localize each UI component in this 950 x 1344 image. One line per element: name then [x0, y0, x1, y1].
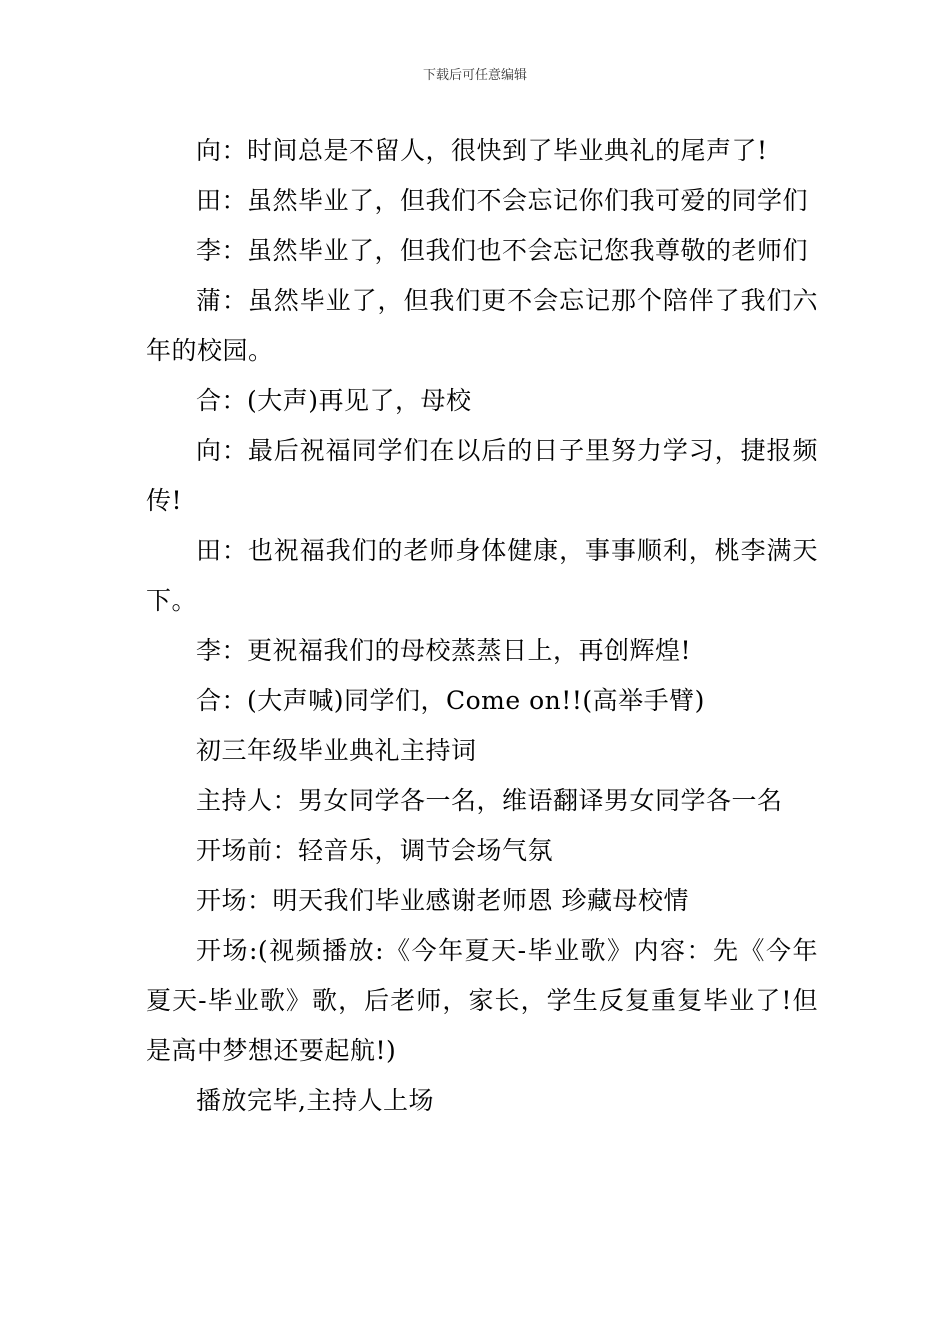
paragraph: 向：时间总是不留人，很快到了毕业典礼的尾声了! — [196, 136, 768, 165]
page-header: 下载后可任意编辑 — [422, 68, 527, 83]
paragraph: 向：最后祝福同学们在以后的日子里努力学习，捷报频传! — [146, 436, 818, 515]
section-title: 初三年级毕业典礼主持词 — [196, 736, 477, 765]
paragraph: 播放完毕,主持人上场 — [196, 1086, 434, 1115]
paragraph: 李：虽然毕业了，但我们也不会忘记您我尊敬的老师们 — [196, 236, 809, 265]
paragraph: 田：也祝福我们的老师身体健康，事事顺利，桃李满天下。 — [146, 536, 818, 615]
paragraph: 合：(大声喊)同学们，Come on!!(高举手臂) — [196, 686, 705, 715]
document-body — [146, 126, 818, 1126]
paragraph: 合：(大声)再见了，母校 — [196, 386, 472, 415]
paragraph: 开场前：轻音乐，调节会场气氛 — [196, 836, 554, 865]
paragraph: 开场：明天我们毕业感谢老师恩 珍藏母校情 — [196, 886, 689, 915]
paragraph: 蒲：虽然毕业了，但我们更不会忘记那个陪伴了我们六年的校园。 — [146, 286, 818, 365]
paragraph: 主持人：男女同学各一名，维语翻译男女同学各一名 — [196, 786, 783, 815]
paragraph: 李：更祝福我们的母校蒸蒸日上，再创辉煌! — [196, 636, 692, 665]
paragraph: 田：虽然毕业了，但我们不会忘记你们我可爱的同学们 — [196, 186, 809, 215]
paragraph: 开场:(视频播放:《今年夏天-毕业歌》内容：先《今年夏天-毕业歌》歌，后老师，家长，学生反复重复毕业了!但是高中梦想还要起航!) — [146, 936, 818, 1065]
